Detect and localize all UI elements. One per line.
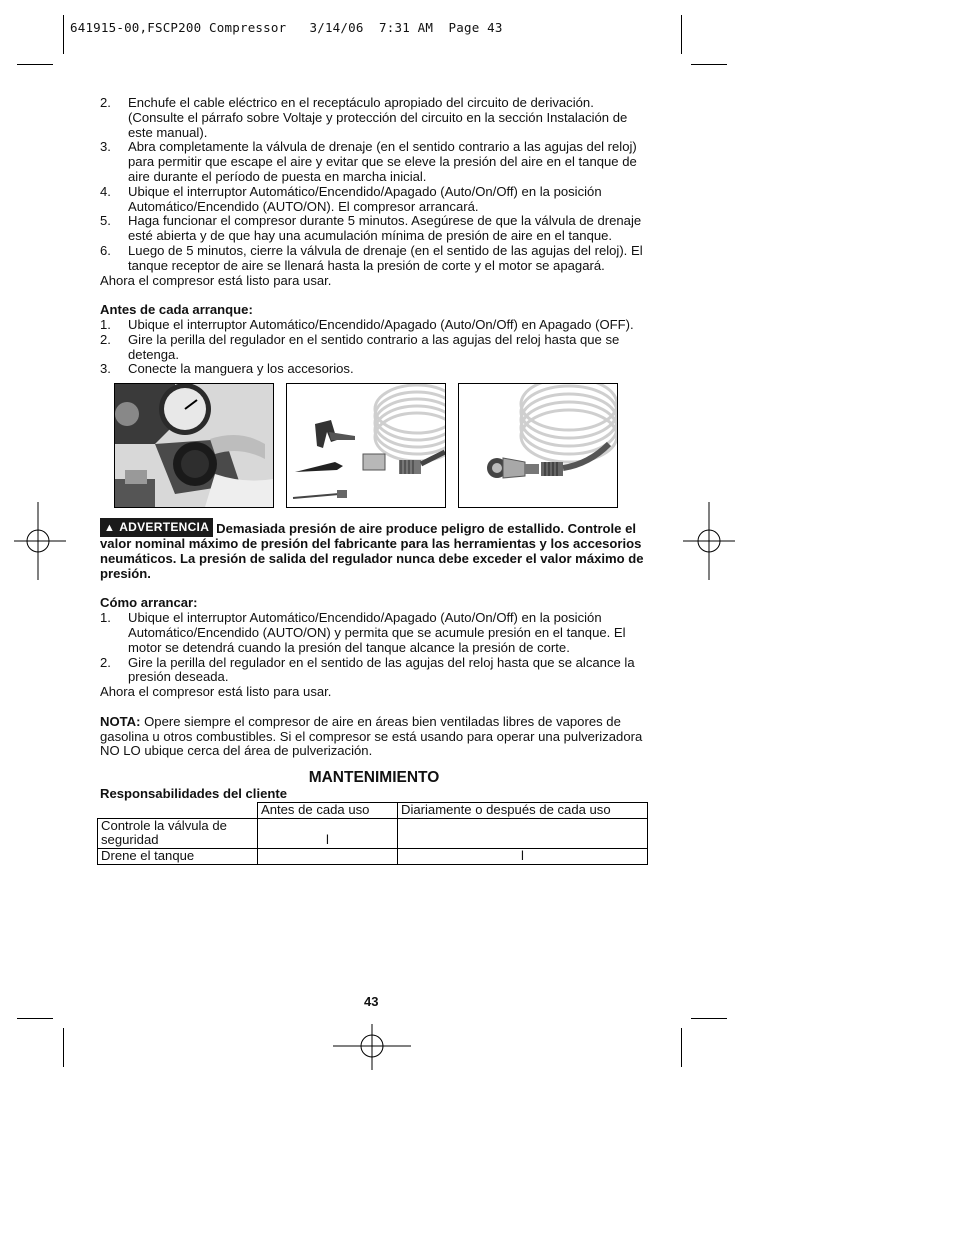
- table-header-cell: Diariamente o después de cada uso: [398, 802, 648, 818]
- step-text: Gire la perilla del regulador en el sentido de las agujas del reloj hasta que se alcance la presión deseada.: [128, 654, 635, 685]
- step-number: 3.: [100, 361, 111, 377]
- page-content: [100, 96, 648, 865]
- step-number: 2.: [100, 654, 111, 670]
- step-text: Ubique el interruptor Automático/Encendido/Apagado (Auto/On/Off) en la posición Automático/Encendido (AUTO/ON) y permita que se acumule presión en el tanque. El motor se detendrá cuando la presión del tanque alcance la presión de corte.: [128, 610, 626, 655]
- warning-text: Demasiada presión de aire produce peligro de estallido. Controle el valor nominal máximo de presión del fabricante para las herramientas y los accesorios neumáticos. La presión de salida del regulador nunca debe exceder el valor máximo de presión.: [100, 521, 644, 581]
- step-number: 4.: [100, 183, 111, 199]
- ready-text: Ahora el compresor está listo para usar.: [100, 272, 332, 288]
- step-text: Enchufe el cable eléctrico en el receptáculo apropiado del circuito de derivación. (Consulte el párrafo sobre Voltaje y protección del circuito en la sección Instalación de este manual).: [128, 95, 628, 140]
- list-item: [100, 656, 648, 686]
- before-start-steps: [100, 318, 648, 377]
- warning-triangle-icon: ▲: [104, 522, 116, 535]
- table-row: [98, 818, 648, 849]
- list-item: [100, 333, 648, 363]
- crop-mark: [691, 1018, 727, 1019]
- registration-mark-bottom: [333, 1024, 411, 1070]
- list-item: [100, 185, 648, 215]
- photo-row: [114, 383, 648, 508]
- before-start-heading: Antes de cada arranque:: [100, 302, 253, 318]
- list-item: [100, 318, 648, 333]
- step-text: Gire la perilla del regulador en el sentido contrario a las agujas del reloj hasta que se detenga.: [128, 331, 620, 362]
- warning-badge: [100, 518, 213, 537]
- step-text: Conecte la manguera y los accesorios.: [128, 361, 354, 377]
- step-number: 2.: [100, 95, 111, 110]
- crop-mark: [63, 15, 64, 54]
- maintenance-table: [97, 802, 648, 865]
- startup-steps: [100, 96, 648, 274]
- table-cell-mark: [398, 818, 648, 849]
- step-text: Haga funcionar el compresor durante 5 minutos. Asegúrese de que la válvula de drenaje esté abierta y de que hay una acumulación mínima de presión de aire en el tanque.: [128, 213, 642, 244]
- step-number: 2.: [100, 331, 111, 347]
- how-to-start-steps: [100, 611, 648, 685]
- list-item: [100, 140, 648, 184]
- note-label: NOTA:: [100, 713, 141, 729]
- table-header-blank: [98, 802, 258, 818]
- air-chuck-hose-photo: [458, 383, 618, 508]
- table-cell-mark: l: [258, 818, 398, 849]
- step-text: Ubique el interruptor Automático/Encendido/Apagado (Auto/On/Off) en Apagado (OFF).: [128, 316, 634, 332]
- list-item: [100, 96, 648, 140]
- crop-mark: [17, 1018, 53, 1019]
- table-cell-mark: l: [398, 849, 648, 865]
- step-text: Abra completamente la válvula de drenaje (en el sentido contrario a las agujas del reloj) para permitir que escape el aire y evitar que se eleve la presión del aire en el tanque de aire durante el período de puesta en marcha inicial.: [128, 139, 637, 184]
- table-header-cell: Antes de cada uso: [258, 802, 398, 818]
- maintenance-title: MANTENIMIENTO: [308, 769, 440, 787]
- regulator-gauge-photo: [114, 383, 274, 508]
- page-number: 43: [364, 994, 379, 1009]
- list-item: [100, 244, 648, 274]
- step-number: 3.: [100, 139, 111, 155]
- note-text: Opere siempre el compresor de aire en áreas bien ventiladas libres de vapores de gasolina u otros combustibles. Si el compresor se está usando para operar una pulverizadora NO LO ubique cerca del área de pulverización.: [100, 713, 643, 759]
- step-number: 1.: [100, 316, 111, 332]
- table-cell-mark: [258, 849, 398, 865]
- step-text: Ubique el interruptor Automático/Encendido/Apagado (Auto/On/Off) en la posición Automático/Encendido (AUTO/ON). El compresor arrancará.: [128, 183, 602, 214]
- list-item: [100, 611, 648, 655]
- crop-mark: [681, 1028, 682, 1067]
- registration-mark-left: [14, 502, 66, 580]
- warning-block: [100, 518, 648, 581]
- maintenance-subtitle: Responsabilidades del cliente: [100, 786, 288, 802]
- ready-text: Ahora el compresor está listo para usar.: [100, 684, 332, 700]
- crop-mark: [63, 1028, 64, 1067]
- list-item: [100, 214, 648, 244]
- note-paragraph: [100, 715, 648, 759]
- registration-mark-right: [683, 502, 735, 580]
- step-text: Luego de 5 minutos, cierre la válvula de drenaje (en el sentido de las agujas del reloj). El tanque receptor de aire se llenará hasta la presión de corte y el motor se apagará.: [128, 242, 643, 273]
- print-slug: 641915-00,FSCP200 Compressor 3/14/06 7:31 AM Page 43: [70, 20, 503, 35]
- crop-mark: [681, 15, 682, 54]
- accessories-hose-photo: [286, 383, 446, 508]
- warning-badge-label: ADVERTENCIA: [119, 520, 210, 535]
- crop-mark: [691, 64, 727, 65]
- how-to-start-heading: Cómo arrancar:: [100, 595, 198, 611]
- step-number: 5.: [100, 213, 111, 229]
- table-cell-task: Drene el tanque: [98, 849, 258, 865]
- table-header-row: [98, 802, 648, 818]
- list-item: [100, 362, 648, 377]
- step-number: 1.: [100, 610, 111, 626]
- table-cell-task: Controle la válvula de seguridad: [98, 818, 258, 849]
- crop-mark: [17, 64, 53, 65]
- table-row: [98, 849, 648, 865]
- step-number: 6.: [100, 242, 111, 258]
